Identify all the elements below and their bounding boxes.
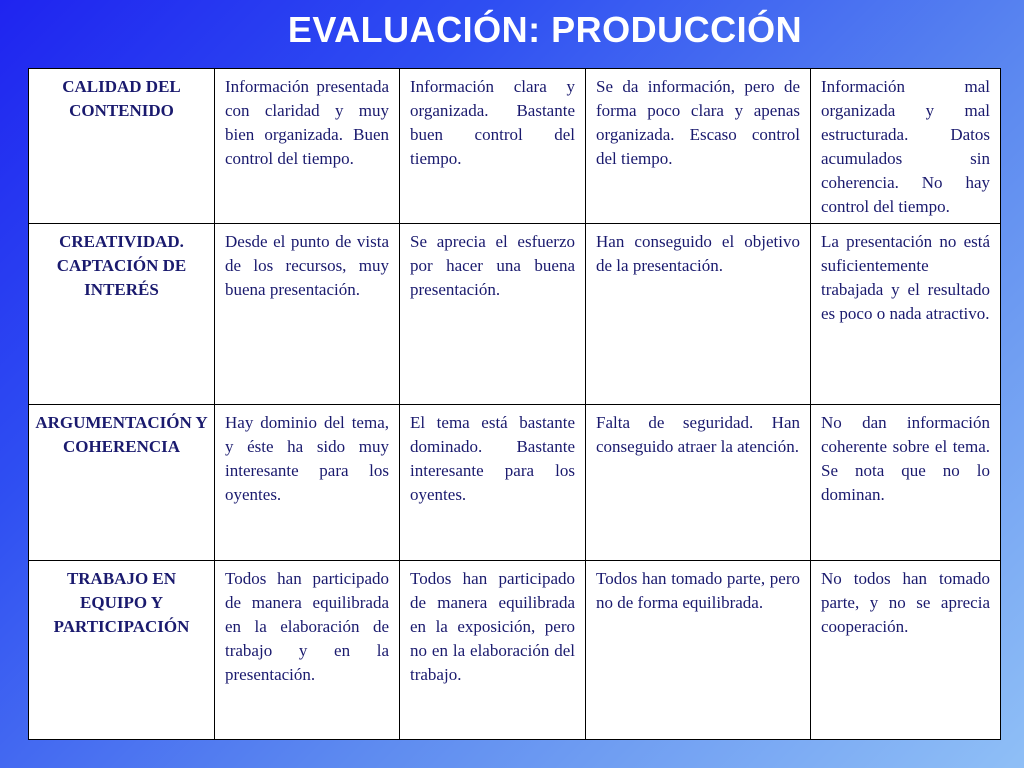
level-cell: Se da información, pero de forma poco clara y apenas organizada. Escaso control del tiempo. <box>586 69 811 224</box>
level-cell: No todos han tomado parte, y no se aprecia cooperación. <box>811 561 1001 740</box>
level-cell: El tema está bastante dominado. Bastante interesante para los oyentes. <box>400 405 586 561</box>
page-title: EVALUACIÓN: PRODUCCIÓN <box>287 9 803 50</box>
rubric-row <box>29 69 1001 224</box>
criterion-cell: TRABAJO EN EQUIPO Y PARTICIPACIÓN <box>29 561 215 740</box>
level-cell: Todos han participado de manera equilibrada en la elaboración de trabajo y en la presentación. <box>215 561 400 740</box>
level-cell: Han conseguido el objetivo de la presentación. <box>586 224 811 405</box>
rubric-row <box>29 561 1001 740</box>
level-cell: Información mal organizada y mal estructurada. Datos acumulados sin coherencia. No hay control del tiempo. <box>811 69 1001 224</box>
rubric-table <box>28 68 1001 740</box>
level-cell: Hay dominio del tema, y éste ha sido muy interesante para los oyentes. <box>215 405 400 561</box>
rubric-row <box>29 405 1001 561</box>
level-cell: Información presentada con claridad y muy bien organizada. Buen control del tiempo. <box>215 69 400 224</box>
level-cell: No dan información coherente sobre el tema. Se nota que no lo dominan. <box>811 405 1001 561</box>
criterion-cell: CALIDAD DEL CONTENIDO <box>29 69 215 224</box>
level-cell: La presentación no está suficientemente trabajada y el resultado es poco o nada atractivo. <box>811 224 1001 405</box>
rubric-row <box>29 224 1001 405</box>
level-cell: Todos han tomado parte, pero no de forma equilibrada. <box>586 561 811 740</box>
criterion-cell: ARGUMENTACIÓN Y COHERENCIA <box>29 405 215 561</box>
level-cell: Falta de seguridad. Han conseguido atraer la atención. <box>586 405 811 561</box>
level-cell: Información clara y organizada. Bastante buen control del tiempo. <box>400 69 586 224</box>
criterion-cell: CREATIVIDAD. CAPTACIÓN DE INTERÉS <box>29 224 215 405</box>
level-cell: Desde el punto de vista de los recursos, muy buena presentación. <box>215 224 400 405</box>
level-cell: Todos han participado de manera equilibrada en la exposición, pero no en la elaboración del trabajo. <box>400 561 586 740</box>
level-cell: Se aprecia el esfuerzo por hacer una buena presentación. <box>400 224 586 405</box>
